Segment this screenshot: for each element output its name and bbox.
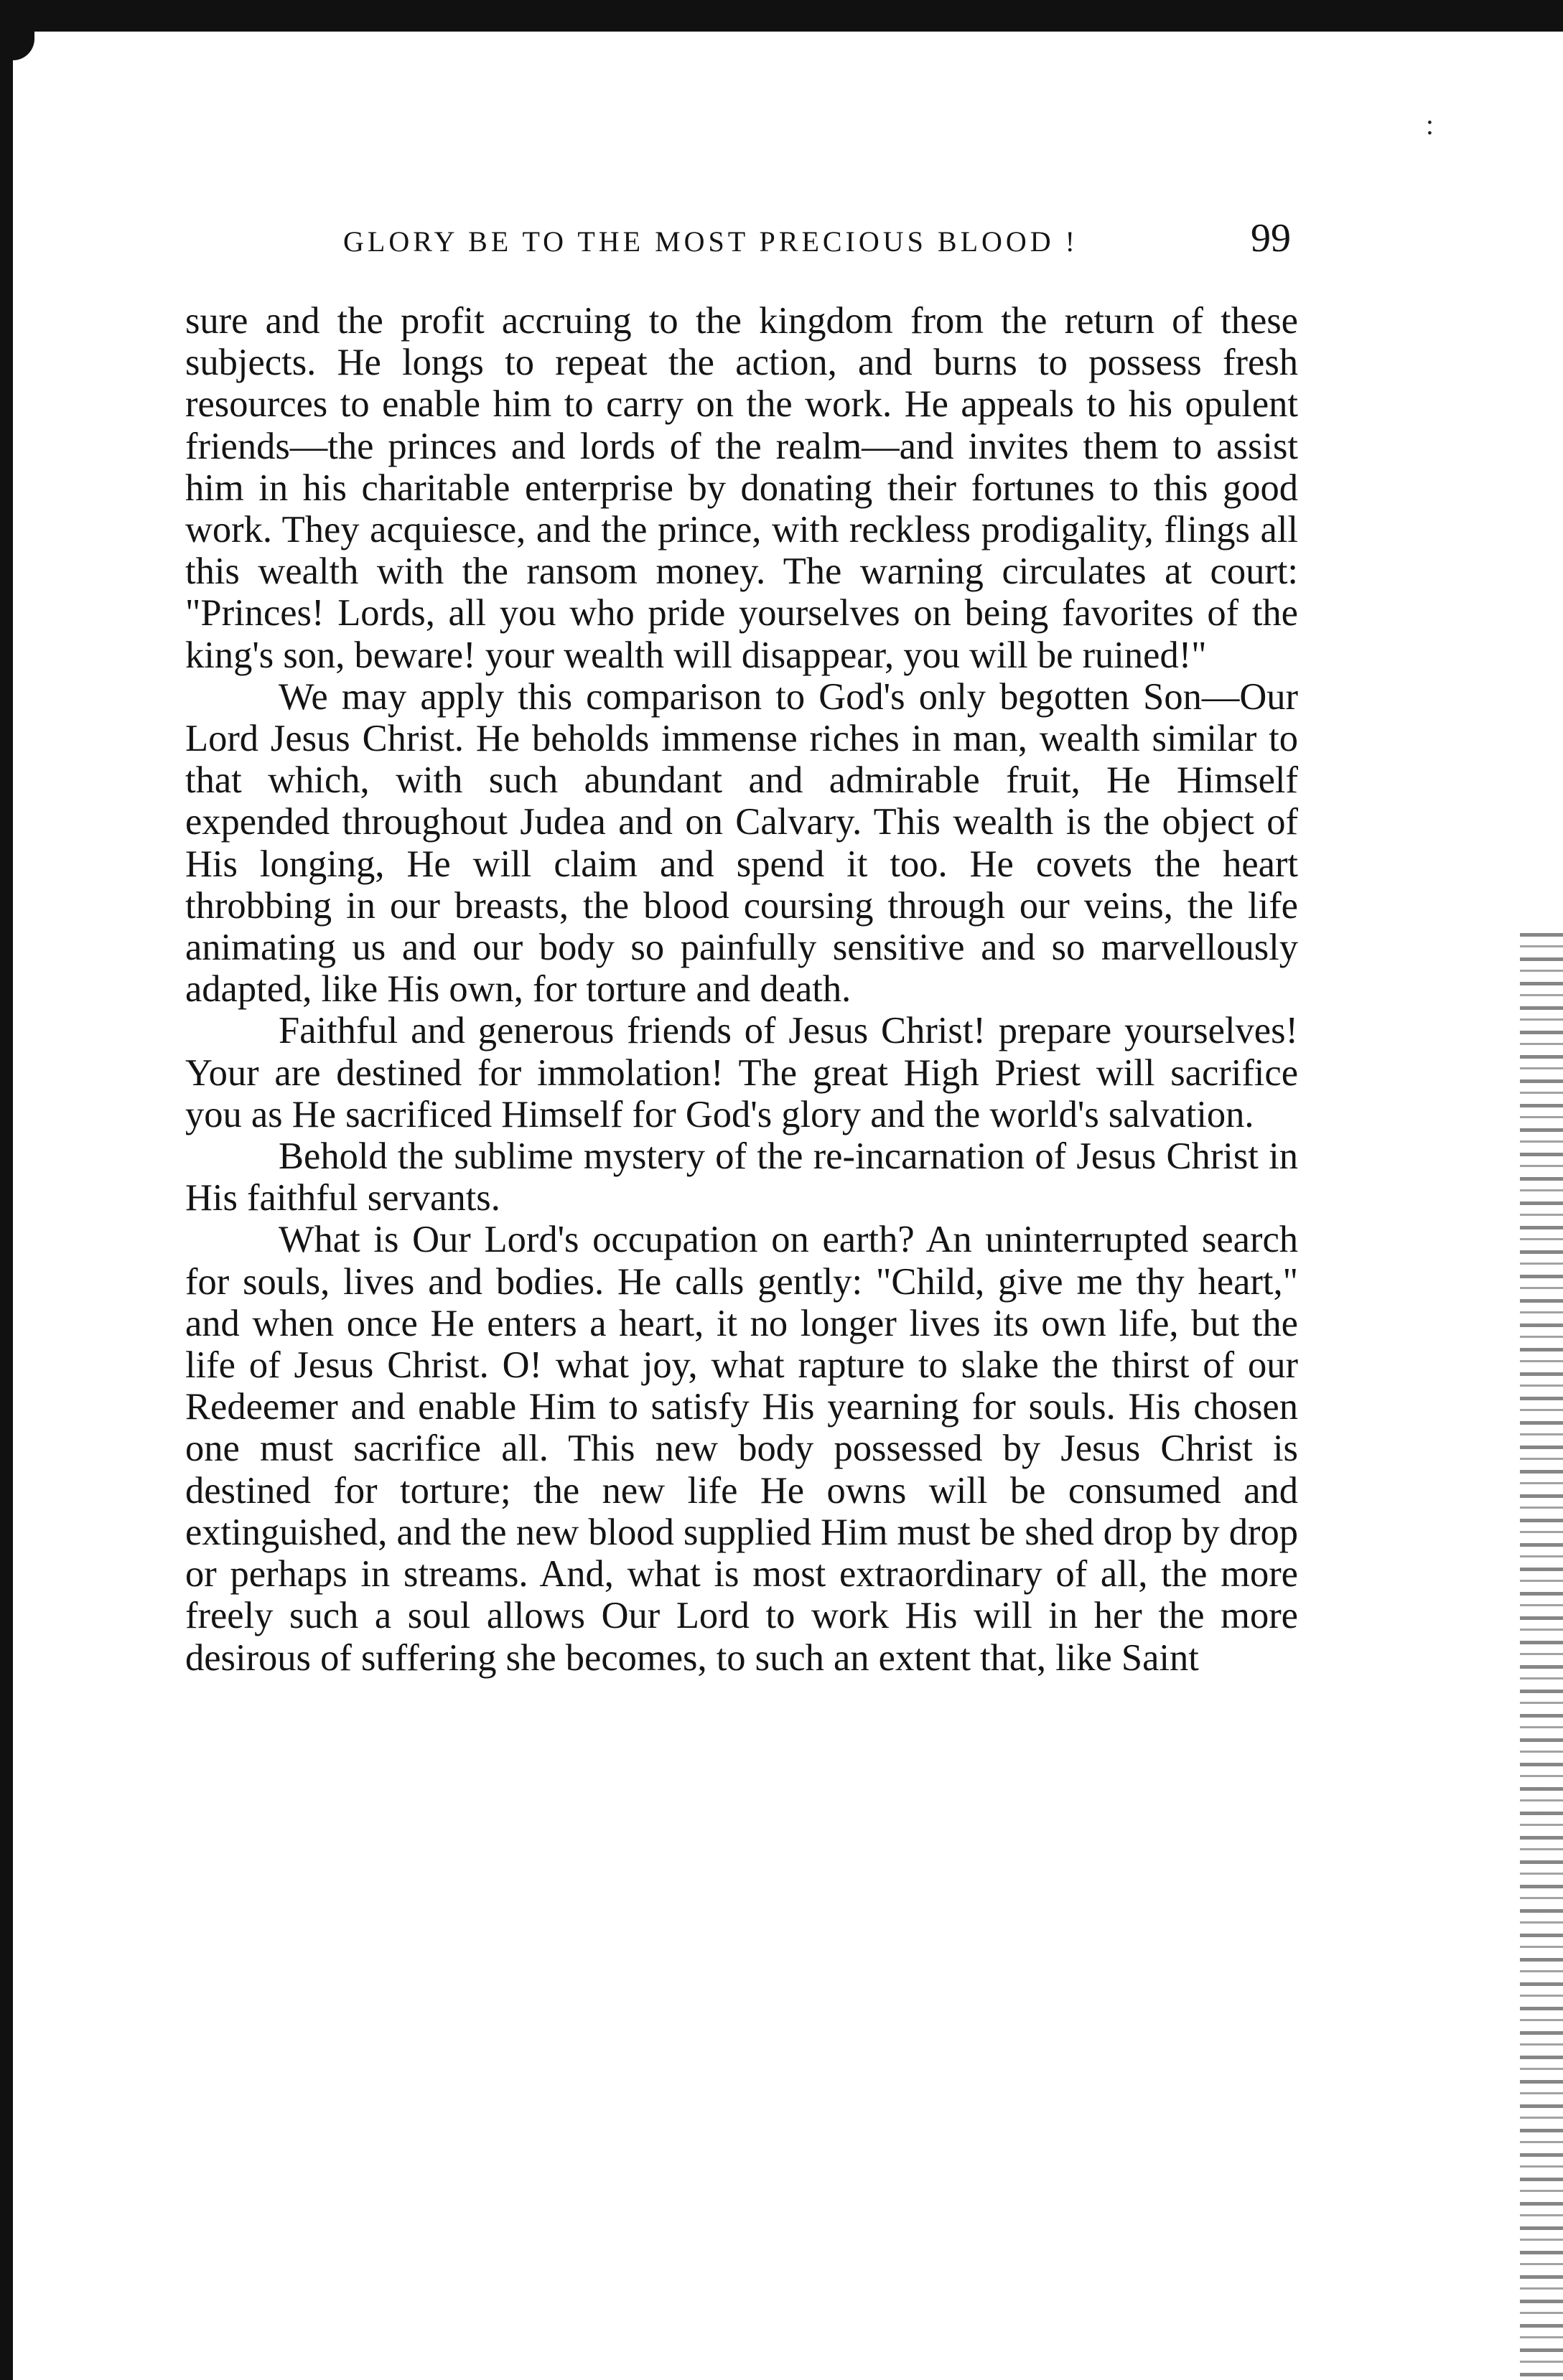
scan-left-border <box>0 0 13 2380</box>
body-text <box>185 300 1298 1679</box>
paragraph-5: What is Our Lord's occupation on earth? An uninterrupted search for souls, lives and bodies. He calls gently: "Child, give me thy heart," and when once He enters a heart, it no longer lives its own life, but the life of Jesus Christ. O! what joy, what rapture to slake the thirst of our Redeemer and enable Him to satisfy His yearning for souls. His chosen one must sacrifice all. This new body possessed by Jesus Christ is destined for torture; the new life He owns will be consumed and extinguished, and the new blood supplied Him must be shed drop by drop or perhaps in streams. And, what is most extraordinary of all, the more freely such a soul allows Our Lord to work His will in her the more desirous of suffering she becomes, to such an extent that, like Saint <box>185 1219 1299 1679</box>
book-page <box>185 215 1298 1679</box>
paragraph-4: Behold the sublime mystery of the re-incarnation of Jesus Christ in His faithful servants. <box>185 1135 1298 1219</box>
paragraph-1: sure and the profit accruing to the kingdom from the return of these subjects. He longs to repeat the action, and burns to possess fresh resources to enable him to carry on the work. He appeals to his opulent friends—the princes and lords of the realm—and invites them to assist him in his charitable enterprise by donating their fortunes to this good work. They acquiesce, and the prince, with reckless prodigality, flings all this wealth with the ransom money. The warning circulates at court: "Princes! Lords, all you who pride yourselves on being favorites of the king's son, beware! your wealth will disappear, you will be ruined!" <box>185 300 1298 676</box>
paragraph-3: Faithful and generous friends of Jesus Christ! prepare yourselves! Your are destined for immolation! The great High Priest will sacrifice you as He sacrificed Himself for God's glory and the world's salvation. <box>185 1010 1298 1135</box>
scan-top-border <box>0 0 1563 32</box>
paragraph-2: We may apply this comparison to God's only begotten Son—Our Lord Jesus Christ. He beholds immense riches in man, wealth similar to that which, with such abundant and admirable fruit, He Himself expended throughout Judea and on Calvary. This wealth is the object of His longing, He will claim and spend it too. He covets the heart throbbing in our breasts, the blood coursing through our veins, the life animating us and our body so painfully sensitive and so marvellously adapted, like His own, for torture and death. <box>185 675 1298 1011</box>
page-number: 99 <box>1251 216 1291 261</box>
scan-corner-mark <box>13 32 34 60</box>
running-title: GLORY BE TO THE MOST PRECIOUS BLOOD ! <box>343 225 1078 258</box>
stray-ink-mark: : <box>1425 108 1434 141</box>
running-header <box>185 215 1298 268</box>
scan-right-edge-noise <box>1520 933 1563 2380</box>
